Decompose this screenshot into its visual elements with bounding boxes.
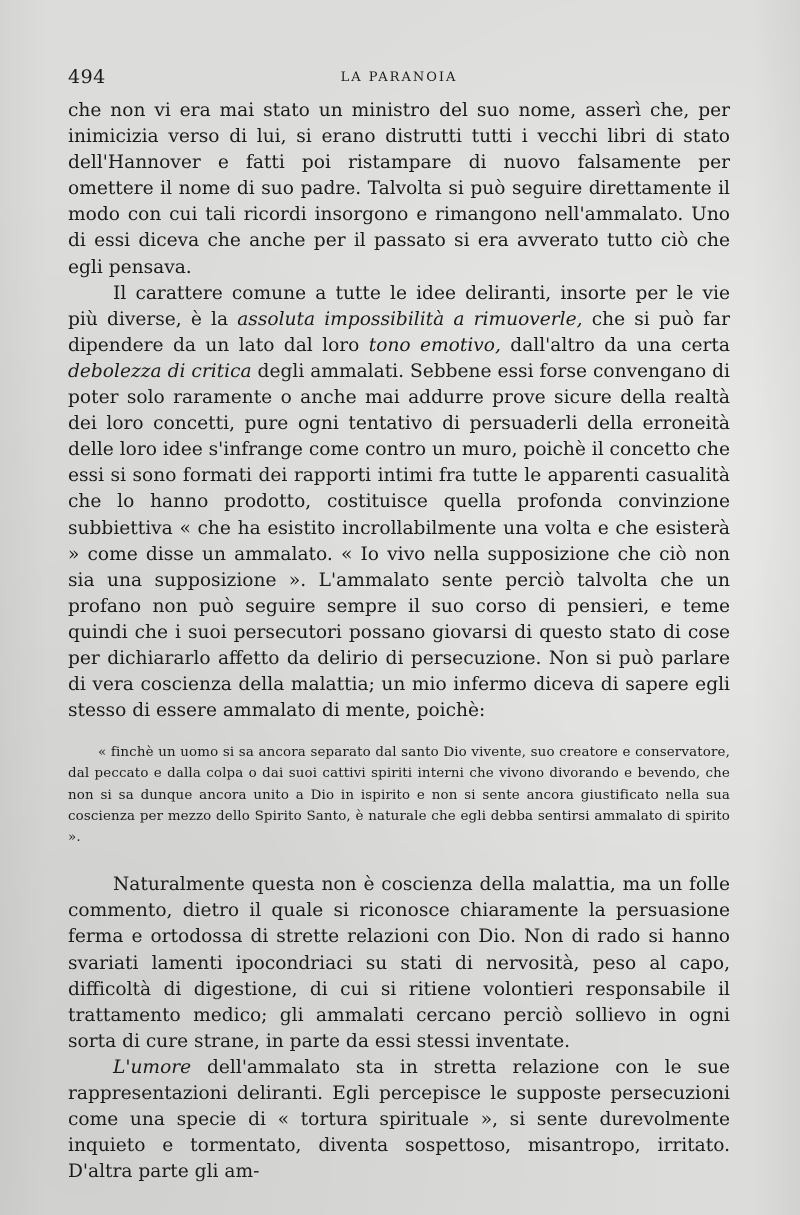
paragraph-coscienza [68,872,730,1055]
running-head [68,62,730,92]
italic-phrase: tono emotivo, [368,334,501,356]
block-quote: « finchè un uomo si sa ancora separato dal santo Dio vivente, suo creatore e conservatore, dal peccato e dalla colpa o dai suoi cattivi spiriti interni che vivono divorando e bevendo, che non si sa dunque ancora unito a Dio in ispirito e non si sente ancora giustificato nella sua coscienza per mezzo dello Spirito Santo, è naturale che egli debba sentirsi ammalato di spirito ». [68,745,730,846]
text-run: dall'altro da una certa [500,334,730,356]
book-page [68,62,730,1185]
italic-phrase: debolezza di critica [68,360,252,382]
text-run: che si può far dipendere da un lato dal loro [68,308,731,356]
page-number: 494 [68,66,106,88]
paragraph-idee-deliranti [68,281,730,725]
text-run: che non vi era mai stato un ministro del suo nome, asserì che, per inimicizia verso di lui, si erano distrutti tutti i vecchi libri di stato dell'Hannover e fatti poi ristampare di nuovo falsamente per omettere il nome di suo padre. Talvolta si può seguire direttamente il modo con cui tali ricordi insorgono e rimangono nell'ammalato. Uno di essi diceva che anche per il passato si era avverato tutto ciò che egli pensava. [68,100,730,278]
text-run: Naturalmente questa non è coscienza della malattia, ma un folle commento, dietro il quale si riconosce chiaramente la persuasione ferma e ortodossa di strette relazioni con Dio. Non di rado si hanno svariati lamenti ipocondriaci su stati di nervosità, peso al capo, difficoltà di digestione, di cui si ritiene volontieri responsabile il trattamento medico; gli ammalati cercano perciò sollievo in ogni sorta di cure strane, in parte da essi stessi inventate. [68,874,730,1052]
paragraph-continuation [68,98,730,281]
paragraph-umore [68,1055,730,1185]
italic-phrase: L'umore [113,1056,192,1078]
text-run: Il carattere comune a tutte le idee deliranti, insorte per le vie più diverse, è la [68,282,730,330]
running-title: LA PARANOIA [340,70,458,85]
italic-phrase: assoluta impossibilità a rimuoverle, [237,308,583,330]
text-run: degli ammalati. Sebbene essi forse convengano di poter solo raramente o anche mai addurre prove sicure della realtà dei loro concetti, pure ogni tentativo di persuaderli della erroneità delle loro idee s'infrange come contro un muro, poichè il concetto che essi si sono formati dei rapporti intimi fra tutte le apparenti casualità che lo hanno prodotto, costituisce quella profonda convinzione subbiettiva « che ha esistito incrollabilmente una volta e che esisterà » come disse un ammalato. « Io vivo nella supposizione che ciò non sia una supposizione ». L'ammalato sente perciò talvolta che un profano non può seguire sempre il suo corso di pensieri, e teme quindi che i suoi persecutori possano giovarsi di questo stato di cose per dichiararlo affetto da delirio di persecuzione. Non si può parlare di vera coscienza della malattia; un mio infermo diceva di sapere egli stesso di essere ammalato di mente, poichè: [68,360,731,722]
text-run: dell'ammalato sta in stretta relazione con le sue rappresentazioni deliranti. Egli percepisce le supposte persecuzioni come una specie di « tortura spirituale », si sente durevolmente inquieto e tormentato, diventa sospettoso, misantropo, irritato. D'altra parte gli am- [68,1056,730,1183]
